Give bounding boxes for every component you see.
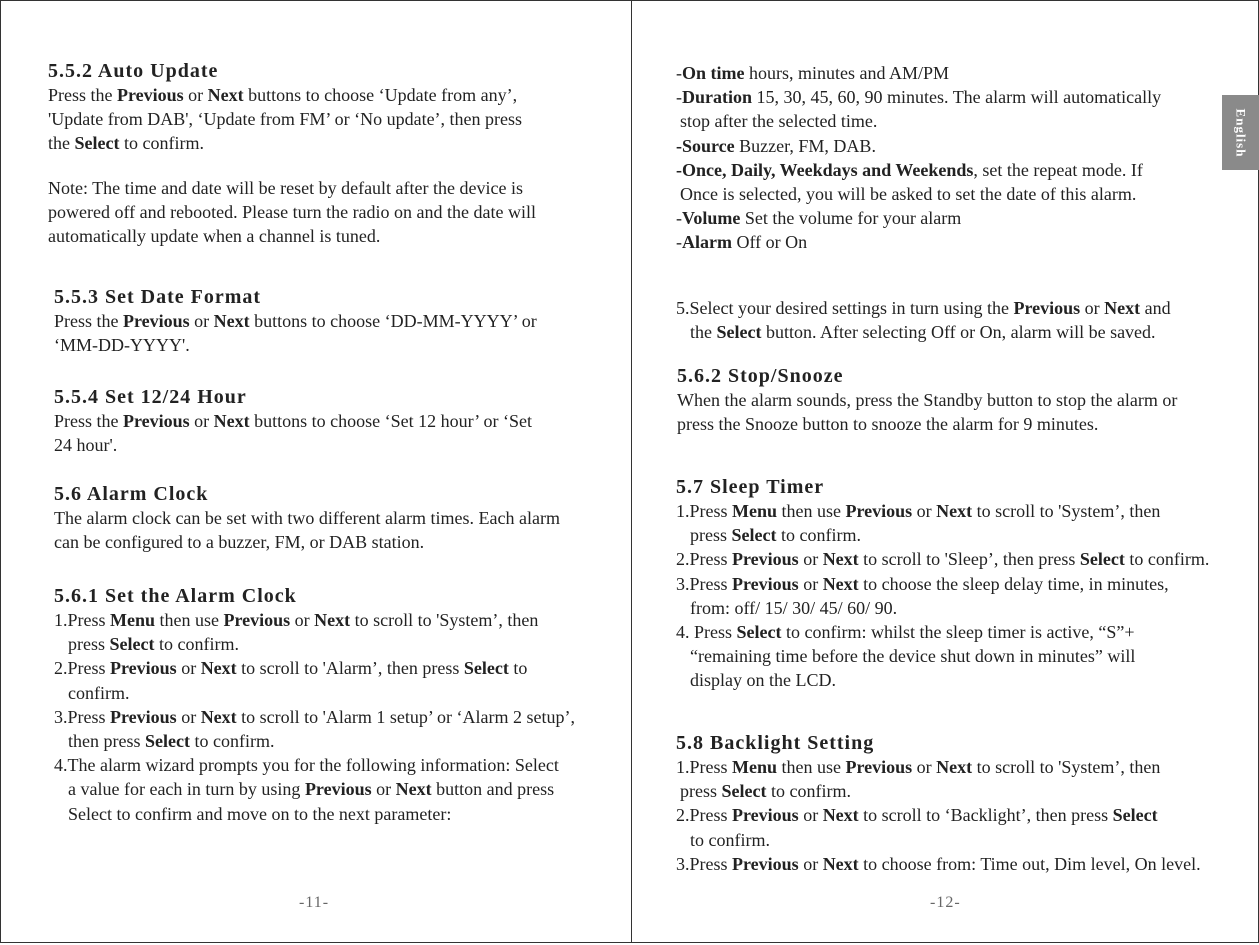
note-line: Note: The time and date will be reset by default after the device is: [48, 177, 523, 198]
text-line: The alarm clock can be set with two different alarm times. Each alarm: [54, 508, 560, 528]
text-line: can be configured to a buzzer, FM, or DAB station.: [54, 532, 425, 553]
section-5-5-3: [54, 285, 537, 357]
section-5-6-2: [677, 364, 1177, 436]
page-number: -11-: [299, 894, 330, 911]
heading: 5.5.2 Auto Update: [48, 60, 219, 82]
list-item-cont: Select to confirm and move on to the next parameter:: [68, 803, 452, 824]
list-item-cont: press Select to confirm.: [680, 781, 851, 802]
list-item-cont: confirm.: [68, 682, 130, 703]
param-alarm: -Alarm Off or On: [676, 232, 808, 253]
list-item: 2.Press Previous or Next to scroll to ‘Backlight’, then press Select: [676, 805, 1158, 826]
text-line: Press the Previous or Next buttons to choose ‘DD-MM-YYYY’ or: [54, 311, 537, 331]
text-line: the Select to confirm.: [48, 133, 204, 154]
note-line: automatically update when a channel is tuned.: [48, 226, 381, 247]
text-line: 'Update from DAB', ‘Update from FM’ or ‘No update’, then press: [48, 109, 523, 130]
right-page: [631, 0, 1259, 943]
step-5: [676, 296, 1171, 344]
list-item: 1.Press Menu then use Previous or Next to scroll to 'System’, then: [54, 610, 539, 630]
section-5-8: [676, 731, 1201, 876]
text-line: the Select button. After selecting Off or On, alarm will be saved.: [690, 322, 1156, 343]
language-tab: [1222, 95, 1259, 170]
list-item: 3.Press Previous or Next to choose from: Time out, Dim level, On level.: [676, 853, 1201, 874]
alarm-parameters: [676, 61, 1161, 255]
param-repeat-cont: Once is selected, you will be asked to set the date of this alarm.: [680, 184, 1137, 205]
list-item-cont: then press Select to confirm.: [68, 731, 275, 752]
heading: 5.5.4 Set 12/24 Hour: [54, 386, 247, 408]
page-number: -12-: [930, 894, 961, 911]
list-item-cont: to confirm.: [690, 829, 770, 850]
list-item: 1.Press Menu then use Previous or Next to scroll to 'System’, then: [676, 501, 1161, 521]
heading: 5.8 Backlight Setting: [676, 732, 875, 754]
heading: 5.6.1 Set the Alarm Clock: [54, 585, 297, 607]
param-repeat: -Once, Daily, Weekdays and Weekends, set the repeat mode. If: [676, 159, 1143, 180]
param-on-time: -On time hours, minutes and AM/PM: [676, 63, 950, 83]
list-item-cont: “remaining time before the device shut down in minutes” will: [690, 646, 1136, 667]
section-5-6: [54, 482, 560, 554]
text-line: 24 hour'.: [54, 435, 118, 456]
param-source: -Source Buzzer, FM, DAB.: [676, 135, 876, 156]
list-item-cont: press Select to confirm.: [690, 525, 861, 546]
list-item: 3.Press Previous or Next to scroll to 'Alarm 1 setup’ or ‘Alarm 2 setup’,: [54, 706, 576, 727]
param-duration: -Duration 15, 30, 45, 60, 90 minutes. The alarm will automatically: [676, 87, 1162, 108]
list-item-cont: from: off/ 15/ 30/ 45/ 60/ 90.: [690, 597, 898, 618]
list-item: 4. Press Select to confirm: whilst the sleep timer is active, “S”+: [676, 622, 1135, 643]
list-item: 4.The alarm wizard prompts you for the following information: Select: [54, 755, 559, 776]
heading: 5.6.2 Stop/Snooze: [677, 365, 844, 387]
list-item-cont: press Select to confirm.: [68, 634, 239, 655]
section-5-7: [676, 475, 1209, 693]
section-5-6-1: [54, 584, 575, 826]
list-item: 2.Press Previous or Next to scroll to 'Alarm’, then press Select to: [54, 658, 528, 679]
text-line: When the alarm sounds, press the Standby button to stop the alarm or: [677, 390, 1178, 410]
heading: 5.7 Sleep Timer: [676, 476, 825, 498]
note-line: powered off and rebooted. Please turn the radio on and the date will: [48, 201, 537, 222]
list-item-cont: a value for each in turn by using Previous or Next button and press: [68, 779, 555, 800]
heading: 5.5.3 Set Date Format: [54, 286, 262, 308]
list-item: 1.Press Menu then use Previous or Next to scroll to 'System’, then: [676, 757, 1161, 777]
param-duration-cont: stop after the selected time.: [680, 111, 878, 132]
heading: 5.6 Alarm Clock: [54, 483, 209, 505]
list-item: 3.Press Previous or Next to choose the sleep delay time, in minutes,: [676, 573, 1169, 594]
list-item-cont: display on the LCD.: [690, 670, 836, 691]
list-item: 2.Press Previous or Next to scroll to 'Sleep’, then press Select to confirm.: [676, 549, 1210, 570]
text-line: Press the Previous or Next buttons to choose ‘Set 12 hour’ or ‘Set: [54, 411, 532, 431]
text-line: ‘MM-DD-YYYY'.: [54, 335, 190, 356]
language-tab-label: English: [1233, 108, 1249, 157]
section-5-5-2: [48, 59, 536, 248]
param-volume: -Volume Set the volume for your alarm: [676, 208, 962, 229]
text-line: press the Snooze button to snooze the alarm for 9 minutes.: [677, 414, 1099, 435]
section-5-5-4: [54, 385, 532, 457]
text-line: Press the Previous or Next buttons to choose ‘Update from any’,: [48, 85, 518, 105]
text-line: 5.Select your desired settings in turn using the Previous or Next and: [676, 298, 1171, 318]
